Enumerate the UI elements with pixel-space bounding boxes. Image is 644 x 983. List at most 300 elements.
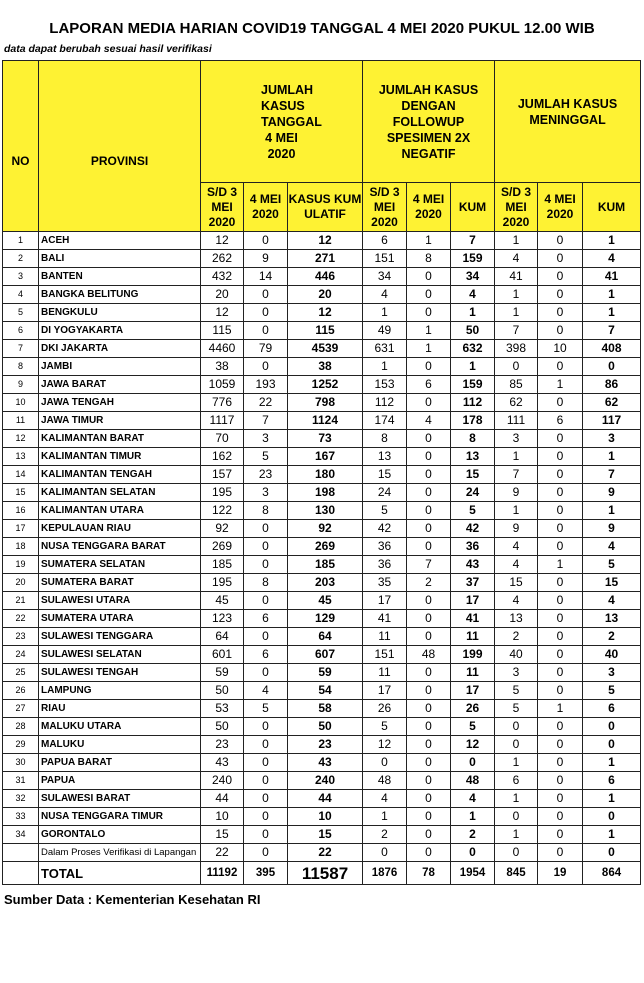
cell-value: 11 bbox=[451, 628, 495, 646]
cell-value: 44 bbox=[288, 790, 363, 808]
province-name: SULAWESI BARAT bbox=[39, 790, 201, 808]
province-name: KEPULAUAN RIAU bbox=[39, 520, 201, 538]
row-number: 28 bbox=[3, 718, 39, 736]
cell-value: 1 bbox=[407, 340, 451, 358]
cell-value: 3 bbox=[495, 664, 538, 682]
cell-value: 26 bbox=[363, 700, 407, 718]
cell-value: 0 bbox=[538, 736, 583, 754]
cell-value: 0 bbox=[538, 772, 583, 790]
province-name: KALIMANTAN TIMUR bbox=[39, 448, 201, 466]
cell-value: 7 bbox=[495, 466, 538, 484]
row-number: 15 bbox=[3, 484, 39, 502]
cell-value: 50 bbox=[201, 682, 244, 700]
cell-value: 40 bbox=[583, 646, 641, 664]
total-row bbox=[3, 862, 641, 885]
cell-value: 38 bbox=[288, 358, 363, 376]
cell-value: 0 bbox=[407, 502, 451, 520]
subheader-8: KUM bbox=[583, 183, 641, 232]
table-row bbox=[3, 430, 641, 448]
table-row bbox=[3, 574, 641, 592]
cell-value: 4539 bbox=[288, 340, 363, 358]
row-number: 3 bbox=[3, 268, 39, 286]
cell-value: 10 bbox=[538, 340, 583, 358]
cell-value: 5 bbox=[451, 502, 495, 520]
cell-value: 15 bbox=[363, 466, 407, 484]
cell-value: 12 bbox=[201, 304, 244, 322]
cell-value: 22 bbox=[201, 844, 244, 862]
cell-value: 36 bbox=[363, 556, 407, 574]
cell-value: 12 bbox=[288, 232, 363, 250]
cell-value: 198 bbox=[288, 484, 363, 502]
table-row bbox=[3, 682, 641, 700]
cell-value: 12 bbox=[363, 736, 407, 754]
table-row bbox=[3, 664, 641, 682]
cell-value: 7 bbox=[583, 322, 641, 340]
cell-value: 0 bbox=[538, 592, 583, 610]
header-jumlah-kasus: JUMLAH KASUS TANGGAL 4 MEI 2020 bbox=[201, 61, 363, 183]
cell-value: 0 bbox=[583, 808, 641, 826]
cell-value: 49 bbox=[363, 322, 407, 340]
province-name: NUSA TENGGARA BARAT bbox=[39, 538, 201, 556]
cell-value: 151 bbox=[363, 250, 407, 268]
cell-value: 48 bbox=[451, 772, 495, 790]
cell-value: 269 bbox=[201, 538, 244, 556]
cell-value: 271 bbox=[288, 250, 363, 268]
cell-value: 0 bbox=[407, 664, 451, 682]
cell-value: 1 bbox=[363, 304, 407, 322]
cell-value: 0 bbox=[407, 484, 451, 502]
cell-value: 15 bbox=[201, 826, 244, 844]
cell-value: 0 bbox=[407, 610, 451, 628]
subheader-3: S/D 3 MEI 2020 bbox=[363, 183, 407, 232]
cell-value: 408 bbox=[583, 340, 641, 358]
cell-value: 79 bbox=[244, 340, 288, 358]
cell-value: 1 bbox=[451, 808, 495, 826]
cell-value: 195 bbox=[201, 574, 244, 592]
row-number: 9 bbox=[3, 376, 39, 394]
cell-value: 1 bbox=[495, 754, 538, 772]
cell-value: 0 bbox=[244, 772, 288, 790]
cell-value: 0 bbox=[244, 232, 288, 250]
province-name: BANGKA BELITUNG bbox=[39, 286, 201, 304]
cell-value: 13 bbox=[451, 448, 495, 466]
cell-value: 5 bbox=[244, 700, 288, 718]
cell-value: 53 bbox=[201, 700, 244, 718]
cell-value: 4 bbox=[451, 286, 495, 304]
cell-value: 50 bbox=[201, 718, 244, 736]
cell-value: 0 bbox=[407, 754, 451, 772]
row-number: 24 bbox=[3, 646, 39, 664]
cell-value: 240 bbox=[288, 772, 363, 790]
cell-value: 1 bbox=[495, 232, 538, 250]
table-row bbox=[3, 502, 641, 520]
subheader-7: 4 MEI 2020 bbox=[538, 183, 583, 232]
cell-value: 20 bbox=[288, 286, 363, 304]
row-number: 29 bbox=[3, 736, 39, 754]
cell-value: 0 bbox=[407, 466, 451, 484]
table-row bbox=[3, 376, 641, 394]
province-name: PAPUA BARAT bbox=[39, 754, 201, 772]
table-row bbox=[3, 538, 641, 556]
cell-value: 178 bbox=[451, 412, 495, 430]
cell-value: 8 bbox=[244, 502, 288, 520]
cell-value: 0 bbox=[244, 844, 288, 862]
cell-value: 1252 bbox=[288, 376, 363, 394]
cell-value: 13 bbox=[363, 448, 407, 466]
cell-value: 1 bbox=[583, 826, 641, 844]
cell-value: 185 bbox=[201, 556, 244, 574]
province-name: BANTEN bbox=[39, 268, 201, 286]
cell-value: 432 bbox=[201, 268, 244, 286]
province-name: SUMATERA UTARA bbox=[39, 610, 201, 628]
cell-value: 157 bbox=[201, 466, 244, 484]
subheader-6: S/D 3 MEI 2020 bbox=[495, 183, 538, 232]
cell-value: 10 bbox=[201, 808, 244, 826]
cell-value: 167 bbox=[288, 448, 363, 466]
cell-value: 4 bbox=[244, 682, 288, 700]
cell-value: 42 bbox=[451, 520, 495, 538]
cell-value: 0 bbox=[495, 736, 538, 754]
cell-value: 0 bbox=[244, 808, 288, 826]
cell-value: 7 bbox=[451, 232, 495, 250]
row-number: 34 bbox=[3, 826, 39, 844]
cell-value: 0 bbox=[538, 286, 583, 304]
cell-value: 0 bbox=[407, 358, 451, 376]
table-row bbox=[3, 520, 641, 538]
row-number: 31 bbox=[3, 772, 39, 790]
cell-value: 0 bbox=[407, 826, 451, 844]
cell-value: 2 bbox=[451, 826, 495, 844]
cell-value: 34 bbox=[363, 268, 407, 286]
province-name: DI YOGYAKARTA bbox=[39, 322, 201, 340]
cell-value: 17 bbox=[451, 682, 495, 700]
cell-value: 15 bbox=[583, 574, 641, 592]
report-subtitle: data dapat berubah sesuai hasil verifikasi bbox=[4, 43, 212, 55]
row-number: 21 bbox=[3, 592, 39, 610]
cell-value: 0 bbox=[538, 664, 583, 682]
cell-value: 262 bbox=[201, 250, 244, 268]
row-number: 22 bbox=[3, 610, 39, 628]
cell-value: 23 bbox=[244, 466, 288, 484]
cell-value: 17 bbox=[363, 592, 407, 610]
row-number: 20 bbox=[3, 574, 39, 592]
cell-value: 3 bbox=[583, 664, 641, 682]
cell-value: 59 bbox=[201, 664, 244, 682]
cell-value: 0 bbox=[495, 358, 538, 376]
cell-value: 5 bbox=[244, 448, 288, 466]
source-note: Sumber Data : Kementerian Kesehatan RI bbox=[4, 892, 261, 907]
row-number: 6 bbox=[3, 322, 39, 340]
row-number: 18 bbox=[3, 538, 39, 556]
cell-value: 159 bbox=[451, 376, 495, 394]
cell-value: 0 bbox=[451, 844, 495, 862]
province-name: SUMATERA SELATAN bbox=[39, 556, 201, 574]
cell-value: 0 bbox=[538, 538, 583, 556]
table-row bbox=[3, 268, 641, 286]
cell-value: 17 bbox=[363, 682, 407, 700]
table-row bbox=[3, 412, 641, 430]
table-row bbox=[3, 628, 641, 646]
cell-value: 1 bbox=[583, 754, 641, 772]
cell-value: 15 bbox=[288, 826, 363, 844]
table-row bbox=[3, 610, 641, 628]
cell-value: 4 bbox=[363, 286, 407, 304]
cell-value: 1124 bbox=[288, 412, 363, 430]
cell-value: 0 bbox=[407, 844, 451, 862]
cell-value: 4 bbox=[363, 790, 407, 808]
cell-value: 0 bbox=[538, 826, 583, 844]
province-name: MALUKU bbox=[39, 736, 201, 754]
row-number bbox=[3, 844, 39, 862]
cell-value: 185 bbox=[288, 556, 363, 574]
cell-value: 41 bbox=[583, 268, 641, 286]
row-number: 26 bbox=[3, 682, 39, 700]
cell-value: 11587 bbox=[288, 862, 363, 885]
cell-value: 6 bbox=[583, 772, 641, 790]
cell-value: 13 bbox=[495, 610, 538, 628]
cell-value: 11192 bbox=[201, 862, 244, 885]
header-meninggal: JUMLAH KASUS MENINGGAL bbox=[495, 61, 641, 183]
cell-value: 4 bbox=[451, 790, 495, 808]
cell-value: 1 bbox=[495, 826, 538, 844]
cell-value: 1876 bbox=[363, 862, 407, 885]
cell-value: 269 bbox=[288, 538, 363, 556]
province-name: KALIMANTAN TENGAH bbox=[39, 466, 201, 484]
province-name: JAWA BARAT bbox=[39, 376, 201, 394]
cell-value: 43 bbox=[451, 556, 495, 574]
cell-value: 43 bbox=[288, 754, 363, 772]
cell-value: 0 bbox=[407, 268, 451, 286]
cell-value: 44 bbox=[201, 790, 244, 808]
cell-value: 0 bbox=[244, 628, 288, 646]
cell-value: 64 bbox=[201, 628, 244, 646]
cell-value: 3 bbox=[244, 484, 288, 502]
cell-value: 1059 bbox=[201, 376, 244, 394]
cell-value: 50 bbox=[288, 718, 363, 736]
cell-value: 395 bbox=[244, 862, 288, 885]
cell-value: 64 bbox=[288, 628, 363, 646]
province-name: KALIMANTAN UTARA bbox=[39, 502, 201, 520]
cell-value: 1 bbox=[495, 448, 538, 466]
cell-value: 7 bbox=[583, 466, 641, 484]
cell-value: 601 bbox=[201, 646, 244, 664]
cell-value: 0 bbox=[407, 538, 451, 556]
cell-value: 0 bbox=[407, 448, 451, 466]
cell-value: 54 bbox=[288, 682, 363, 700]
cell-value: 159 bbox=[451, 250, 495, 268]
cell-value: 0 bbox=[538, 520, 583, 538]
province-name: PAPUA bbox=[39, 772, 201, 790]
cell-value: 0 bbox=[538, 844, 583, 862]
cell-value: 0 bbox=[244, 736, 288, 754]
cell-value: 4460 bbox=[201, 340, 244, 358]
cell-value: 4 bbox=[583, 592, 641, 610]
cell-value: 2 bbox=[495, 628, 538, 646]
header-row-group bbox=[3, 61, 641, 183]
province-name: KALIMANTAN BARAT bbox=[39, 430, 201, 448]
row-number: 1 bbox=[3, 232, 39, 250]
cell-value: 37 bbox=[451, 574, 495, 592]
table-row bbox=[3, 484, 641, 502]
cell-value: 0 bbox=[244, 826, 288, 844]
cell-value: 5 bbox=[495, 682, 538, 700]
cell-value: 0 bbox=[244, 754, 288, 772]
row-number: 4 bbox=[3, 286, 39, 304]
province-name: SULAWESI SELATAN bbox=[39, 646, 201, 664]
cell-value: 0 bbox=[495, 808, 538, 826]
cell-value: 446 bbox=[288, 268, 363, 286]
cell-value: 92 bbox=[201, 520, 244, 538]
table-row bbox=[3, 844, 641, 862]
cell-value: 59 bbox=[288, 664, 363, 682]
cell-value: 4 bbox=[495, 538, 538, 556]
cell-value: 115 bbox=[288, 322, 363, 340]
cell-value: 1954 bbox=[451, 862, 495, 885]
cell-value: 0 bbox=[583, 844, 641, 862]
cell-value: 1 bbox=[495, 502, 538, 520]
table-row bbox=[3, 736, 641, 754]
row-number: 19 bbox=[3, 556, 39, 574]
cell-value: 0 bbox=[363, 754, 407, 772]
cell-value: 7 bbox=[495, 322, 538, 340]
cell-value: 9 bbox=[583, 520, 641, 538]
cell-value: 8 bbox=[407, 250, 451, 268]
cell-value: 3 bbox=[495, 430, 538, 448]
cell-value: 0 bbox=[583, 718, 641, 736]
cell-value: 0 bbox=[407, 700, 451, 718]
cell-value: 12 bbox=[451, 736, 495, 754]
province-name: SULAWESI UTARA bbox=[39, 592, 201, 610]
cell-value: 0 bbox=[244, 358, 288, 376]
cell-value: 123 bbox=[201, 610, 244, 628]
cell-value: 3 bbox=[583, 430, 641, 448]
cell-value: 26 bbox=[451, 700, 495, 718]
cell-value: 23 bbox=[201, 736, 244, 754]
cell-value: 0 bbox=[244, 592, 288, 610]
cell-value: 38 bbox=[201, 358, 244, 376]
cell-value: 41 bbox=[495, 268, 538, 286]
cell-value: 0 bbox=[538, 304, 583, 322]
province-name: SULAWESI TENGAH bbox=[39, 664, 201, 682]
cell-value: 10 bbox=[288, 808, 363, 826]
cell-value: 24 bbox=[363, 484, 407, 502]
cell-value: 1 bbox=[495, 304, 538, 322]
cell-value: 0 bbox=[407, 430, 451, 448]
cell-value: 5 bbox=[583, 556, 641, 574]
cell-value: 78 bbox=[407, 862, 451, 885]
cell-value: 11 bbox=[451, 664, 495, 682]
cell-value: 0 bbox=[244, 538, 288, 556]
province-name: MALUKU UTARA bbox=[39, 718, 201, 736]
row-number: 12 bbox=[3, 430, 39, 448]
cell-value: 0 bbox=[244, 790, 288, 808]
cell-value: 0 bbox=[495, 844, 538, 862]
cell-value: 1 bbox=[451, 358, 495, 376]
cell-value: 9 bbox=[495, 484, 538, 502]
province-name: JAWA TENGAH bbox=[39, 394, 201, 412]
cell-value: 8 bbox=[244, 574, 288, 592]
cell-value: 41 bbox=[363, 610, 407, 628]
cell-value: 0 bbox=[538, 430, 583, 448]
cell-value: 9 bbox=[583, 484, 641, 502]
cell-value: 6 bbox=[363, 232, 407, 250]
table-row bbox=[3, 322, 641, 340]
province-name: LAMPUNG bbox=[39, 682, 201, 700]
covid-report-table bbox=[2, 60, 641, 885]
cell-value: 6 bbox=[244, 646, 288, 664]
cell-value: 1 bbox=[451, 304, 495, 322]
cell-value: 0 bbox=[538, 448, 583, 466]
cell-value: 92 bbox=[288, 520, 363, 538]
cell-value: 9 bbox=[244, 250, 288, 268]
cell-value: 0 bbox=[407, 286, 451, 304]
cell-value: 0 bbox=[407, 520, 451, 538]
table-row bbox=[3, 556, 641, 574]
cell-value: 195 bbox=[201, 484, 244, 502]
cell-value: 4 bbox=[407, 412, 451, 430]
cell-value: 0 bbox=[407, 790, 451, 808]
cell-value: 4 bbox=[583, 250, 641, 268]
cell-value: 7 bbox=[407, 556, 451, 574]
table-row bbox=[3, 754, 641, 772]
cell-value: 111 bbox=[495, 412, 538, 430]
header-provinsi: PROVINSI bbox=[39, 61, 201, 232]
subheader-5: KUM bbox=[451, 183, 495, 232]
cell-value: 864 bbox=[583, 862, 641, 885]
cell-value: 20 bbox=[201, 286, 244, 304]
cell-value: 0 bbox=[244, 286, 288, 304]
province-name: JAWA TIMUR bbox=[39, 412, 201, 430]
cell-value: 0 bbox=[495, 718, 538, 736]
cell-value: 5 bbox=[583, 682, 641, 700]
row-number: 5 bbox=[3, 304, 39, 322]
cell-value: 45 bbox=[201, 592, 244, 610]
cell-value: 0 bbox=[538, 790, 583, 808]
cell-value: 0 bbox=[538, 484, 583, 502]
table-row bbox=[3, 718, 641, 736]
row-number: 23 bbox=[3, 628, 39, 646]
cell-value: 19 bbox=[538, 862, 583, 885]
cell-value: 0 bbox=[244, 322, 288, 340]
cell-value: 0 bbox=[407, 772, 451, 790]
cell-value: 0 bbox=[407, 808, 451, 826]
table-row bbox=[3, 700, 641, 718]
cell-value: 6 bbox=[583, 700, 641, 718]
cell-value: 6 bbox=[538, 412, 583, 430]
cell-value: 40 bbox=[495, 646, 538, 664]
cell-value: 22 bbox=[288, 844, 363, 862]
cell-value: 1 bbox=[583, 232, 641, 250]
province-name: KALIMANTAN SELATAN bbox=[39, 484, 201, 502]
cell-value: 0 bbox=[407, 736, 451, 754]
row-number: 14 bbox=[3, 466, 39, 484]
table-row bbox=[3, 394, 641, 412]
subheader-1: 4 MEI 2020 bbox=[244, 183, 288, 232]
cell-value: 0 bbox=[538, 232, 583, 250]
row-number: 16 bbox=[3, 502, 39, 520]
cell-value: 1 bbox=[407, 232, 451, 250]
cell-value: 180 bbox=[288, 466, 363, 484]
province-name: JAMBI bbox=[39, 358, 201, 376]
subheader-4: 4 MEI 2020 bbox=[407, 183, 451, 232]
cell-value: 607 bbox=[288, 646, 363, 664]
cell-value: 4 bbox=[495, 592, 538, 610]
table-row bbox=[3, 232, 641, 250]
cell-value: 1 bbox=[538, 700, 583, 718]
cell-value: 15 bbox=[495, 574, 538, 592]
cell-value: 6 bbox=[244, 610, 288, 628]
cell-value: 174 bbox=[363, 412, 407, 430]
